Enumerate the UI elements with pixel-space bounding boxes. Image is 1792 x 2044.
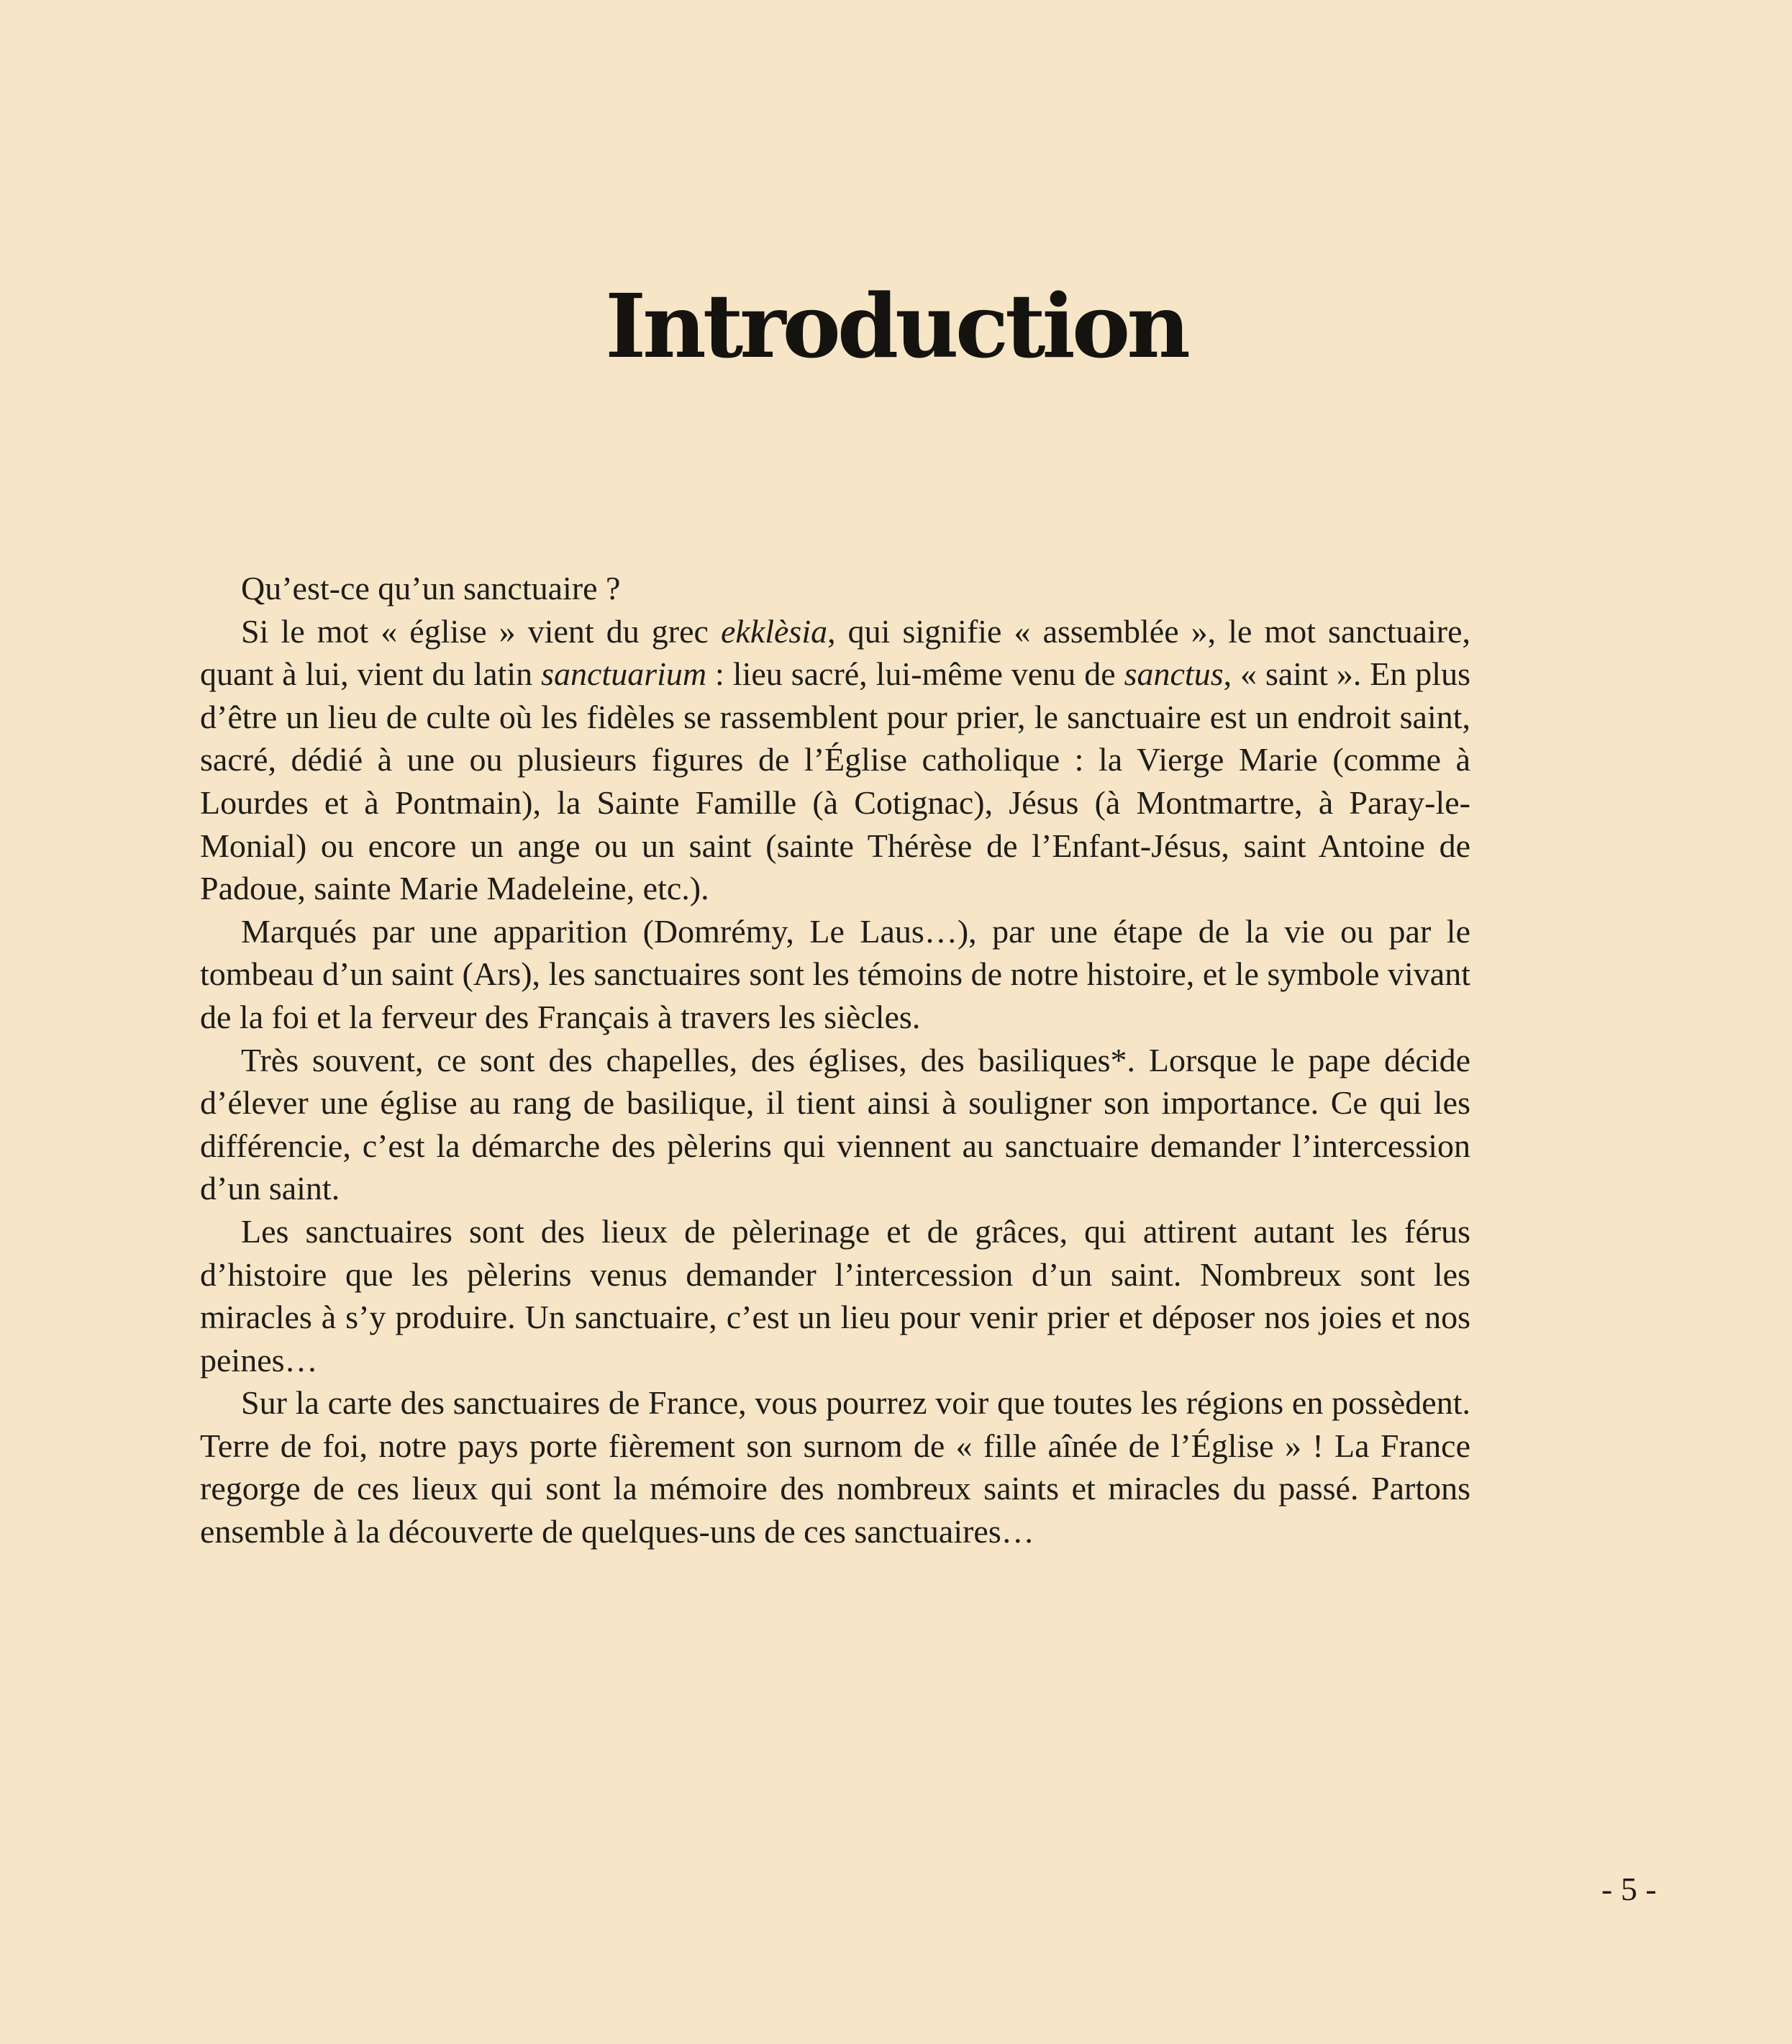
paragraph <box>200 1039 1470 1210</box>
paragraph <box>200 1210 1470 1381</box>
text-segment: , qui signifie « assemblée », le mot sanctuaire, quant à lui, vient du latin <box>200 612 1471 693</box>
text-segment: Marqués par une apparition (Domrémy, Le Laus…), par une étape de la vie ou par le tombeau d’un saint (Ars), les sanctuaires sont les témoins de notre histoire, et le symbole vivant de la foi et la ferveur des Français à travers les siècles. <box>200 912 1470 1035</box>
italic-term: ekklèsia <box>720 612 828 650</box>
text-segment: Sur la carte des sanctuaires de France, vous pourrez voir que toutes les régions en possèdent. Terre de foi, notre pays porte fièrement son surnom de « fille aînée de l’Église » ! La France regorge de ces lieux qui sont la mémoire des nombreux saints et miracles du passé. Partons ensemble à la découverte de quelques-uns de ces sanctuaires… <box>200 1384 1470 1550</box>
page-title: Introduction <box>605 274 1187 378</box>
page-number: - 5 - <box>1601 1871 1657 1907</box>
paragraph <box>200 610 1470 910</box>
italic-term: sanctuarium <box>541 655 707 693</box>
paragraph <box>200 910 1470 1039</box>
italic-term: sanctus <box>1124 655 1224 693</box>
text-segment: Si le mot « église » vient du grec <box>241 612 721 650</box>
paragraph <box>200 1381 1470 1553</box>
text-segment: , « saint ». En plus d’être un lieu de culte où les fidèles se rassemblent pour prier, le sanctuaire est un endroit saint, sacré, dédié à une ou plusieurs figures de l’Église catholique : la Vierge Marie (comme à Lourdes et à Pontmain), la Sainte Famille (à Cotignac), Jésus (à Montmartre, à Paray-le-Monial) ou encore un ange ou un saint (sainte Thérèse de l’Enfant-Jésus, saint Antoine de Padoue, sainte Marie Madeleine, etc.). <box>200 655 1470 907</box>
body-text <box>200 567 1470 1553</box>
text-segment: Très souvent, ce sont des chapelles, des églises, des basiliques*. Lorsque le pape décide d’élever une église au rang de basilique, il tient ainsi à souligner son importance. Ce qui les différencie, c’est la démarche des pèlerins qui viennent au sanctuaire demander l’intercession d’un saint. <box>200 1041 1470 1207</box>
text-segment: : lieu sacré, lui-même venu de <box>706 655 1124 693</box>
text-segment: Qu’est-ce qu’un sanctuaire ? <box>241 570 621 607</box>
text-segment: Les sanctuaires sont des lieux de pèlerinage et de grâces, qui attirent autant les férus d’histoire que les pèlerins venus demander l’intercession d’un saint. Nombreux sont les miracles à s’y produire. Un sanctuaire, c’est un lieu pour venir prier et déposer nos joies et nos peines… <box>200 1212 1470 1378</box>
paragraph <box>200 567 1470 610</box>
